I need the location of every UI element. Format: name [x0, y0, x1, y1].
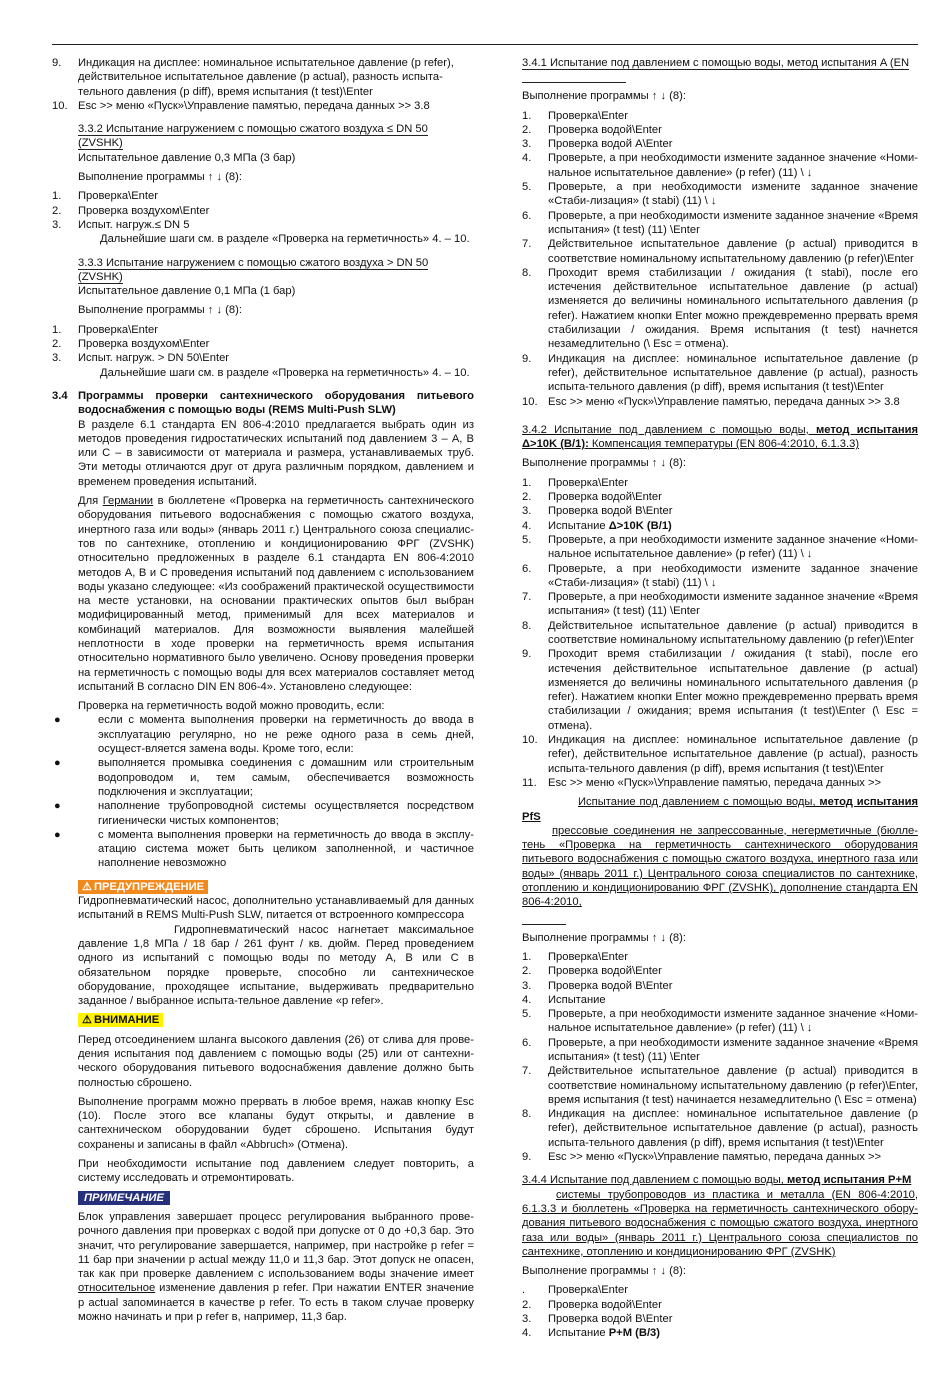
list-item: 2. Проверка водой\Enter	[522, 965, 662, 978]
program-label: Выполнение программы ↑ ↓ (8):	[522, 1265, 686, 1278]
list-item: 8. Индикация на дисплее: номинальное испытательное давление (p refer), действительное испытательное давление (p actual), разность испыта-тельного давления (p diff), время испытания (t test)\Enter	[522, 1108, 918, 1149]
note-text: Блок управления завершает процесс регулирования выбранного прове-рочного давления при проверках с водой при допуске от 0 до +0,3 бар. Это значит, что регулирование завершается, например, при настройке p refer = 11 бар при значении p actual между 11,0 и 11,3 бар. Этот допуск не опасен, так как при проверке давлением с использованием воды значение имеет относительное изменение давления p refer. При нажатии ENTER значение p actual запоминается в качестве p refer. То есть в таком случае проверку можно начинать и при p refer в, например, 11,3 бар.	[78, 1210, 474, 1324]
caution-text: Перед отсоединением шланга высокого давления (26) от слива для прове-дения испытания под давлением с помощью воды (25) или от сантехни-ческого оборудования питьевого водоснабжения давление должно быть полностью сброшено.	[78, 1033, 474, 1089]
note-badge: ПРИМЕЧАНИЕ	[78, 1191, 170, 1205]
bullet-item: ● если с момента выполнения проверки на герметичность до ввода в эксплуатацию регулярно, но не реже одного раза в семь дней, осущест-вляется замена воды. Кроме того, если:	[54, 714, 474, 756]
further-steps: Дальнейшие шаги см. в разделе «Проверка на герметичность» 4. – 10.	[100, 366, 470, 379]
list-item: 7. Действительное испытательное давление (p actual) приводится в соответствие номинальному испытательному давлению (p refer)\Enter	[522, 238, 918, 265]
section-title: 3.4.2 Испытание под давлением с помощью воды, метод испытания Δ>10K (B/1): Компенсация температуры (EN 806-4:2010, 6.1.3.3)	[522, 423, 918, 451]
paragraph: В разделе 6.1 стандарта EN 806-4:2010 предлагается выбрать один из методов проведения гидростатических испытаний под давлением 3 – A, B или C – в зависимости от материала и размера, устанавливаемых труб. Эти методы отличаются друг от друга различным порядком, давлением и временем проведения испытаний.	[78, 418, 474, 488]
list-item: 1. Проверка\Enter	[522, 109, 628, 122]
section-subtitle: Испытательное давление 0,3 МПа (3 бар)	[78, 151, 296, 164]
paragraph: Выполнение программ можно прервать в любое время, нажав кнопку Esc (10). После этого все клапаны будут открыты, и давление в сантехническом оборудовании будет сброшено. Испытания будут сохранены и записаны в файл «Abbruch» (Отмена).	[78, 1095, 474, 1151]
list-item: 8. Действительное испытательное давление (p actual) приводится в соответствие номинальному испытательному давлению (p refer)\Enter	[522, 619, 918, 646]
paragraph: Проверка на герметичность водой можно проводить, если:	[78, 700, 385, 713]
list-item: 4. Испытание	[522, 993, 606, 1006]
bullet-item: ● наполнение трубопроводной системы осуществляется посредством гигиенически чистых компонентов;	[54, 800, 474, 827]
warning-badge: ⚠ ПРЕДУПРЕЖДЕНИЕ	[78, 880, 208, 894]
bullet-item: ● выполняется промывка соединения с домашним или строительным водопроводом и, тем самым, обеспечивается возможность подключения и эксплуатации;	[54, 757, 474, 798]
warning-triangle-icon: ⚠	[81, 880, 93, 893]
list-item: 11. Esc >> меню «Пуск»\Управление памятью, передача данных >>	[522, 776, 882, 789]
list-item: 1. Проверка\Enter	[522, 476, 628, 489]
list-item: 9. Индикация на дисплее: номинальное испытательное давление (p refer), действительное испытательное давление (p actual), разность испыта-тельного давления (p diff), время испытания (t test)\Enter	[52, 57, 454, 98]
list-item: 2. Проверка воздухом\Enter	[52, 338, 210, 351]
list-item: 5. Проверьте, а при необходимости измените заданное значение «Стаби-лизация» (t stabi) (11) \ ↓	[522, 181, 918, 208]
list-item: 5. Проверьте, а при необходимости измените заданное значение «Номи-нальное испытательное давление» (p refer) (11) \ ↓	[522, 1008, 918, 1035]
paragraph: Для Германии в бюллетене «Проверка на герметичность сантехнического оборудования питьевого водоснабжения с помощью сжатого воздуха, инертного газа или воды» (январь 2011 г.) Центрального союза специалис-тов по сантехнике, отоплению и кондиционированию ФРГ (ZVSHK) относительно предложенных в разделе 6.1 стандарта EN 806-4:2010 методов A, B и C проведения испытаний под давлением с использованием воды указано следующее: «Из соображений практической осуществимости на месте установки, на основании практических опытов был выбран модифицированный метод, применимый для всех материалов и комбинаций материалов. Для возможности выявления малейшей неплотности в ходе проверки на герметичность время испытания относительно нормативного было увеличено. Основу проведения проверки на герметичность с помощью воды для всех материалов составляет метод испытаний B согласно DIN EN 806-4». Установлено следующее:	[78, 495, 474, 693]
section-3-4-4-title: 3.4.4 Испытание под давлением с помощью воды, метод испытания P+M системы трубопроводов из пластика и металла (EN 806-4:2010, 6.1.3.3 и бюллетень «Проверка на герметичность сантехнического обору-дования питьевого водоснабжения с помощью сжатого воздуха, инертного газа или воды» (январь 2011 г.) Центрального союза специалистов по сантехнике, отоплению и кондиционированию ФРГ (ZVSHK)	[522, 1174, 918, 1258]
list-item: 2. Проверка воздухом\Enter	[52, 204, 210, 217]
section-title: 3.3.3 Испытание нагружением с помощью сжатого воздуха > DN 50 (ZVSHK)	[78, 256, 429, 283]
list-item: 7. Проверьте, а при необходимости измените заданное значение «Время испытания» (t test) (11) \Enter	[522, 591, 918, 618]
warning-text: Гидропневматический насос, дополнительно устанавливаемый для данных испытаний в REMS Multi-Push SLW, питается от встроенного компрессора Гидропневматический насос нагнетает максимальное давление 1,8 МПа / 18 бар / 261 фунт / кв. дюйм. Перед проведением одного из испытаний с помощью воды по методу A, B или C в обязательном порядке проверьте, способно ли сантехническое оборудование, проходящее испытание, выдерживать предварительно заданное / выбранное испыта-тельное давление «p refer».	[78, 895, 474, 1008]
warning-triangle-icon: ⚠	[81, 1014, 93, 1027]
section-title: 3.3.2 Испытание нагружением с помощью сжатого воздуха ≤ DN 50 (ZVSHK)	[78, 123, 428, 150]
section-3-4-3-title: Испытание под давлением с помощью воды, метод испытания PfS прессовые соединения не запрессованные, негерметичные (бюлле-тень «Проверка на герметичность сантехнического оборудования питьевого водоснабжения с помощью сжатого воздуха, инертного газа или воды» (январь 2011 г.) Центрального союза специалистов по сантехнике, отоплению и кондиционированию ФРГ (ZVSHK), дополнение стандарта EN 806-4:2010,	[522, 796, 918, 909]
list-item: 10. Esc >> меню «Пуск»\Управление памятью, передача данных >> 3.8	[522, 395, 900, 408]
section-subtitle: Испытательное давление 0,1 МПа (1 бар)	[78, 285, 296, 298]
list-item: 3. Проверка водой B\Enter	[522, 1313, 673, 1326]
paragraph: При необходимости испытание под давлением следует повторить, а систему исследовать и отремонтировать.	[78, 1158, 474, 1185]
section-3-3-2	[52, 122, 474, 189]
list-item: 4. Испытание Δ>10K (B/1)	[522, 519, 672, 532]
bullet-item: ● с момента выполнения проверки на герметичность до ввода в эксплу-атацию система может быть целиком заполненной, и частичное наполнение невозможно	[54, 828, 474, 870]
list-item: 4. Испытание P+M (B/3)	[522, 1327, 661, 1340]
list-item: 3. Проверка водой B\Enter	[522, 979, 673, 992]
list-item: 6. Проверьте, а при необходимости измените заданное значение «Время испытания» (t test) (11) \Enter	[522, 209, 918, 236]
list-item: 1. Проверка\Enter	[522, 950, 628, 963]
list-item: 7. Действительное испытательное давление (p actual) приводится в соответствие номинальному испытательному давлению (p refer)\Enter, время испытания (t test) начинается незамедлительно (\ Esc = отмена)	[522, 1065, 918, 1106]
list-item: 1. Проверка\Enter	[52, 190, 158, 203]
section-3-4-heading: 3.4 Программы проверки сантехнического оборудования питьевого водоснабжения с помощью воды (REMS Multi-Push SLW)	[52, 389, 474, 417]
list-item: 2. Проверка водой\Enter	[522, 123, 662, 136]
further-steps: Дальнейшие шаги см. в разделе «Проверка на герметичность» 4. – 10.	[100, 233, 470, 246]
list-item: 3. Проверка водой A\Enter	[522, 138, 673, 151]
list-item: 6. Проверьте, а при необходимости измените заданное значение «Стаби-лизация» (t stabi) (11) \ ↓	[522, 562, 918, 589]
list-item: 6. Проверьте, а при необходимости измените заданное значение «Время испытания» (t test) (11) \Enter	[522, 1036, 918, 1063]
list-item: 1. Проверка\Enter	[52, 323, 158, 336]
program-label: Выполнение программы ↑ ↓ (8):	[522, 457, 686, 470]
list-item: 5. Проверьте, а при необходимости измените заданное значение «Номи-нальное испытательное давление» (p refer) (11) \ ↓	[522, 533, 918, 561]
section-3-3-3	[52, 256, 474, 323]
section-title: 3.4.1 Испытание под давлением с помощью воды, метод испытания A (EN	[522, 57, 910, 69]
list-item: . Проверка\Enter	[522, 1284, 628, 1297]
list-item: 9. Индикация на дисплее: номинальное испытательное давление (p refer), действительное испытательное давление (p actual), разность испыта-тельного давления (p diff), время испытания (t test)\Enter	[522, 352, 918, 394]
list-item: 8. Проходит время стабилизации / ожидания (t stabi), после его истечения действительное испытательное давление (p actual) изменяется до величины номинального испытательного давления (p refer). Нажатием кнопки Enter можно преждевременно прервать время стабилизации / ожидания. Время испытания (t test) начнется незамедлительно (\ Esc = отмена).	[522, 266, 918, 351]
list-item: 10. Esc >> меню «Пуск»\Управление памятью, передача данных >> 3.8	[52, 99, 430, 112]
program-label: Выполнение программы ↑ ↓ (8):	[522, 931, 686, 944]
list-item: 3. Испыт. нагруж.≤ DN 5	[52, 218, 190, 231]
list-item: 3. Проверка водой B\Enter	[522, 505, 673, 518]
list-item: 4. Проверьте, а при необходимости измените заданное значение «Номи-нальное испытательное давление» (p refer) (11) \ ↓	[522, 152, 918, 179]
caution-badge: ⚠ ВНИМАНИЕ	[78, 1013, 163, 1027]
list-item: 9. Esc >> меню «Пуск»\Управление памятью, передача данных >>	[522, 1151, 882, 1164]
list-item: 9. Проходит время стабилизации / ожидания (t stabi), после его истечения действительное испытательное давление (p actual) изменяется до величины номинального испытательного давления (p refer). Нажатием кнопки Enter можно преждевременно прервать время стабилизации / ожидания; время испытания (t test)\Enter (\ Esc = отмена).	[522, 648, 918, 732]
program-label: Выполнение программы ↑ ↓ (8):	[78, 304, 242, 317]
program-label: Выполнение программы ↑ ↓ (8):	[78, 171, 242, 184]
list-item: 2. Проверка водой\Enter	[522, 1298, 662, 1311]
list-item: 10. Индикация на дисплее: номинальное испытательное давление (p refer), действительное испытательное давление (p actual), разность испыта-тельного давления (p diff), время испытания (t test)\Enter	[522, 734, 918, 775]
right-column	[522, 56, 918, 1341]
list-item: 2. Проверка водой\Enter	[522, 491, 662, 504]
left-column	[52, 56, 474, 1324]
top-rule	[52, 44, 918, 45]
list-item: 3. Испыт. нагруж. > DN 50\Enter	[52, 352, 230, 365]
program-label: Выполнение программы ↑ ↓ (8):	[522, 90, 686, 103]
